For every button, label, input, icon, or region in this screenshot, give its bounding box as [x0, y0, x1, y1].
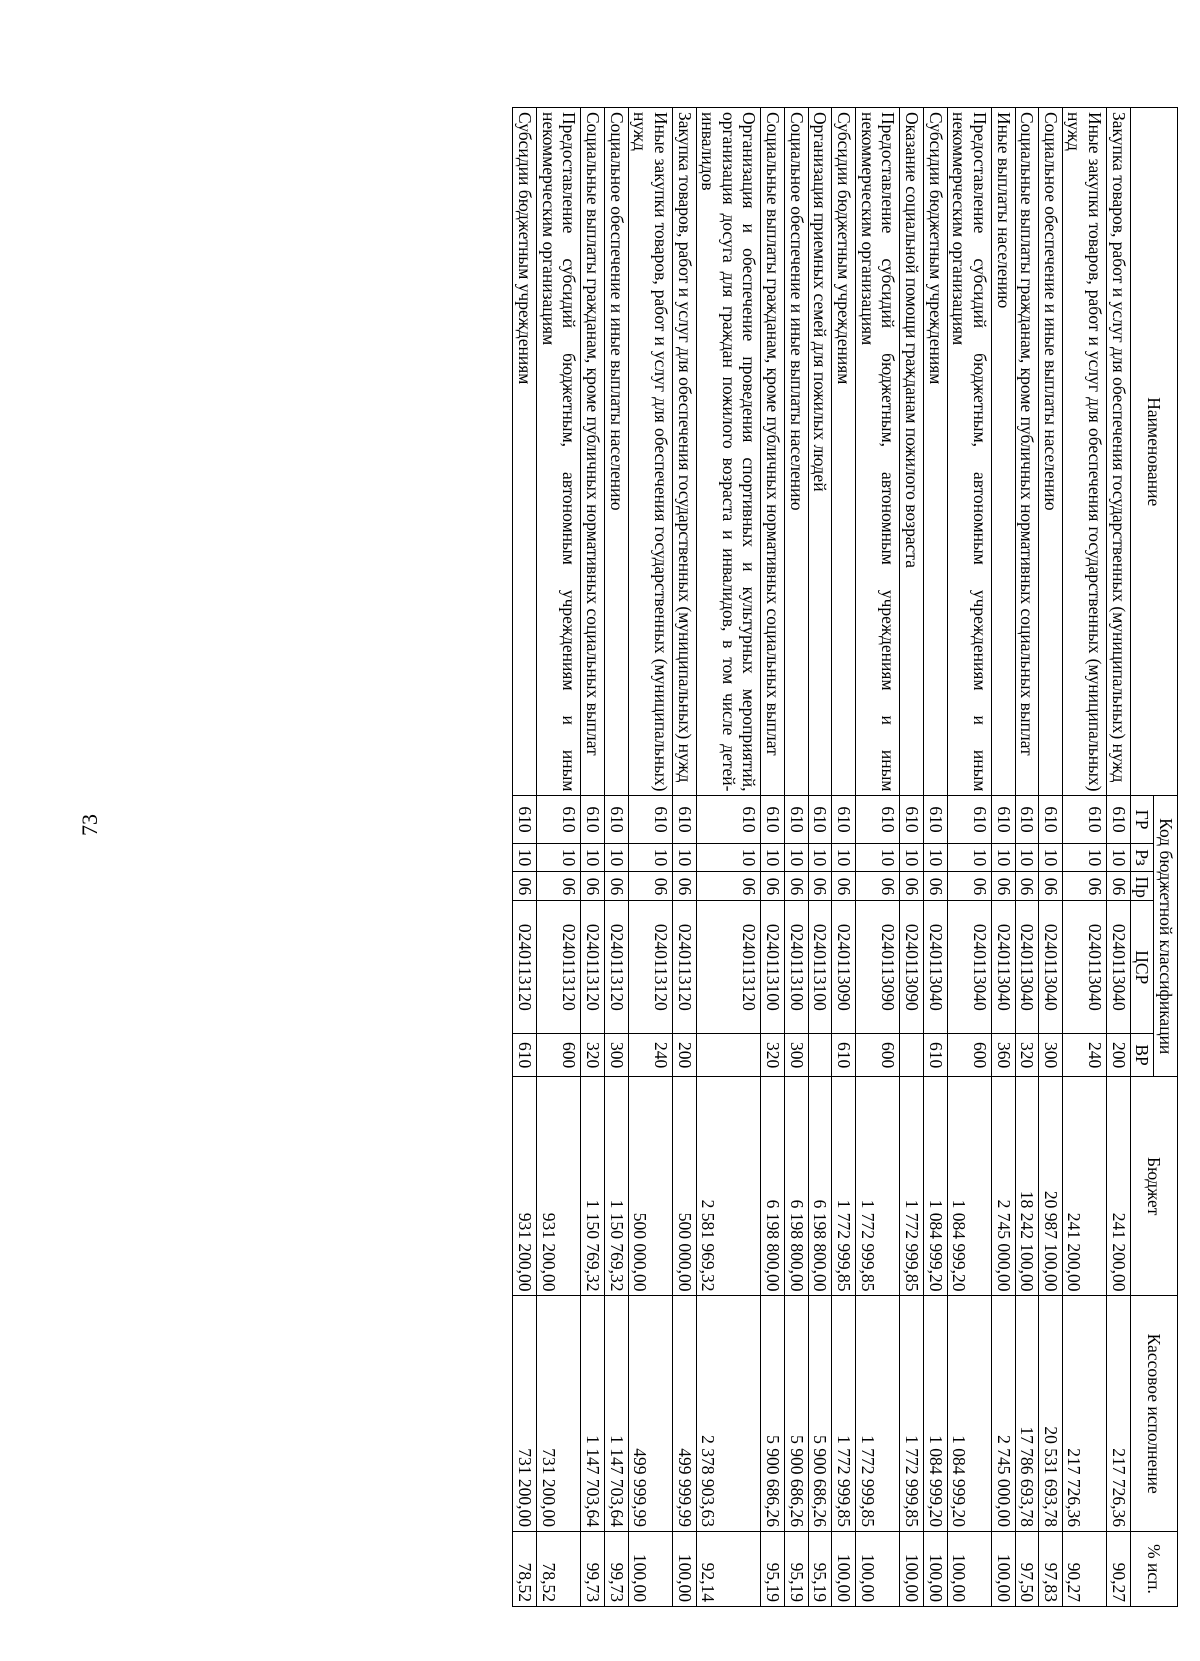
cell-execution: 1 084 999,20: [947, 1296, 991, 1532]
cell-vr: 240: [1062, 1034, 1106, 1077]
table-row: [1015, 108, 1039, 1607]
cell-gr: 610: [761, 796, 785, 843]
cell-budget: 1 772 999,85: [900, 1076, 924, 1295]
cell-percent: 90,27: [1107, 1532, 1131, 1607]
table-row: [1039, 108, 1063, 1607]
cell-pr: 06: [761, 872, 785, 901]
table-row: [1062, 108, 1106, 1607]
cell-budget: 6 198 800,00: [785, 1076, 809, 1295]
cell-pr: 06: [513, 872, 537, 901]
cell-execution: 5 900 686,26: [808, 1296, 832, 1532]
cell-gr: 610: [1062, 796, 1106, 843]
cell-name: Субсидии бюджетным учреждениям: [513, 108, 537, 796]
cell-percent: 78,52: [537, 1532, 581, 1607]
cell-name: Социальные выплаты гражданам, кроме публичных нормативных социальных выплат: [1015, 108, 1039, 796]
cell-execution: 1 772 999,85: [832, 1296, 856, 1532]
cell-budget: 20 987 100,00: [1039, 1076, 1063, 1295]
table-row: [856, 108, 900, 1607]
cell-execution: 1 147 703,64: [581, 1296, 605, 1532]
table-row: [900, 108, 924, 1607]
cell-name: Социальное обеспечение и иные выплаты населению: [604, 108, 628, 796]
cell-gr: 610: [856, 796, 900, 843]
cell-csr: 0240113040: [1015, 901, 1039, 1034]
table-row: [832, 108, 856, 1607]
cell-gr: 610: [628, 796, 672, 843]
cell-budget: 500 000,00: [672, 1076, 696, 1295]
header-pr: Пр: [1130, 872, 1154, 901]
cell-percent: 90,27: [1062, 1532, 1106, 1607]
cell-pr: 06: [900, 872, 924, 901]
cell-rz: 10: [672, 843, 696, 872]
cell-vr: 320: [1015, 1034, 1039, 1077]
cell-budget: 1 772 999,85: [856, 1076, 900, 1295]
cell-rz: 10: [537, 843, 581, 872]
cell-csr: 0240113120: [581, 901, 605, 1034]
cell-percent: 100,00: [856, 1532, 900, 1607]
cell-execution: 731 200,00: [537, 1296, 581, 1532]
cell-pr: 06: [537, 872, 581, 901]
cell-pr: 06: [1062, 872, 1106, 901]
cell-gr: 610: [900, 796, 924, 843]
cell-pr: 06: [856, 872, 900, 901]
cell-name: Закупка товаров, работ и услуг для обеспечения государственных (муниципальных) нужд: [672, 108, 696, 796]
header-gr: ГР: [1130, 796, 1154, 843]
header-percent: % исп.: [1130, 1532, 1177, 1607]
cell-gr: 610: [1039, 796, 1063, 843]
cell-percent: 78,52: [513, 1532, 537, 1607]
cell-gr: 610: [696, 796, 761, 843]
cell-gr: 610: [923, 796, 947, 843]
cell-name: Организация и обеспечение проведения спортивных и культурных мероприятий, организация досуга для граждан пожилого возраста и инвалидов, в том числе детей-инвалидов: [696, 108, 761, 796]
cell-name: Предоставление субсидий бюджетным, автономным учреждениям и иным некоммерческим организациям: [537, 108, 581, 796]
table-row: [947, 108, 991, 1607]
cell-csr: 0240113120: [696, 901, 761, 1034]
cell-percent: 95,19: [785, 1532, 809, 1607]
cell-csr: 0240113040: [1062, 901, 1106, 1034]
cell-rz: 10: [900, 843, 924, 872]
cell-percent: 95,19: [761, 1532, 785, 1607]
cell-rz: 10: [696, 843, 761, 872]
cell-vr: 300: [785, 1034, 809, 1077]
cell-pr: 06: [696, 872, 761, 901]
cell-gr: 610: [947, 796, 991, 843]
cell-rz: 10: [628, 843, 672, 872]
cell-gr: 610: [785, 796, 809, 843]
cell-percent: 100,00: [947, 1532, 991, 1607]
cell-vr: 200: [672, 1034, 696, 1077]
cell-vr: 360: [991, 1034, 1015, 1077]
cell-vr: [696, 1034, 761, 1077]
cell-pr: 06: [581, 872, 605, 901]
cell-budget: 500 000,00: [628, 1076, 672, 1295]
cell-csr: 0240113090: [832, 901, 856, 1034]
header-csr: ЦСР: [1130, 901, 1154, 1034]
cell-vr: 600: [537, 1034, 581, 1077]
cell-vr: 600: [856, 1034, 900, 1077]
table-row: [581, 108, 605, 1607]
cell-rz: 10: [947, 843, 991, 872]
table-row: [923, 108, 947, 1607]
cell-gr: 610: [991, 796, 1015, 843]
cell-name: Социальное обеспечение и иные выплаты населению: [1039, 108, 1063, 796]
cell-pr: 06: [628, 872, 672, 901]
table-row: [628, 108, 672, 1607]
cell-percent: 100,00: [900, 1532, 924, 1607]
cell-budget: 1 772 999,85: [832, 1076, 856, 1295]
cell-pr: 06: [1107, 872, 1131, 901]
cell-pr: 06: [672, 872, 696, 901]
cell-execution: 1 772 999,85: [900, 1296, 924, 1532]
cell-percent: 92,14: [696, 1532, 761, 1607]
cell-csr: 0240113120: [513, 901, 537, 1034]
cell-rz: 10: [1015, 843, 1039, 872]
cell-budget: 1 150 769,32: [581, 1076, 605, 1295]
cell-budget: 18 242 100,00: [1015, 1076, 1039, 1295]
cell-gr: 610: [513, 796, 537, 843]
cell-vr: 610: [513, 1034, 537, 1077]
page-number: 73: [77, 814, 102, 836]
table-header: [1130, 108, 1177, 1607]
cell-rz: 10: [856, 843, 900, 872]
cell-pr: 06: [947, 872, 991, 901]
header-budget: Бюджет: [1130, 1076, 1177, 1295]
cell-budget: 1 084 999,20: [923, 1076, 947, 1295]
header-name: Наименование: [1130, 108, 1177, 796]
budget-table: [512, 107, 1178, 1607]
cell-vr: 240: [628, 1034, 672, 1077]
cell-pr: 06: [808, 872, 832, 901]
table-row: [761, 108, 785, 1607]
cell-name: Иные выплаты населению: [991, 108, 1015, 796]
cell-vr: [808, 1034, 832, 1077]
cell-csr: 0240113090: [856, 901, 900, 1034]
cell-execution: 731 200,00: [513, 1296, 537, 1532]
cell-name: Субсидии бюджетным учреждениям: [923, 108, 947, 796]
cell-vr: 200: [1107, 1034, 1131, 1077]
cell-percent: 99,73: [604, 1532, 628, 1607]
cell-pr: 06: [923, 872, 947, 901]
header-code-group: Код бюджетной классификации: [1154, 796, 1178, 1077]
cell-name: Иные закупки товаров, работ и услуг для обеспечения государственных (муниципальных) нужд: [628, 108, 672, 796]
cell-rz: 10: [832, 843, 856, 872]
cell-csr: 0240113040: [1039, 901, 1063, 1034]
cell-csr: 0240113100: [785, 901, 809, 1034]
cell-name: Предоставление субсидий бюджетным, автономным учреждениям и иным некоммерческим организациям: [947, 108, 991, 796]
cell-rz: 10: [785, 843, 809, 872]
cell-pr: 06: [604, 872, 628, 901]
cell-percent: 100,00: [832, 1532, 856, 1607]
table-row: [537, 108, 581, 1607]
cell-percent: 100,00: [672, 1532, 696, 1607]
cell-vr: 320: [761, 1034, 785, 1077]
cell-gr: 610: [832, 796, 856, 843]
cell-gr: 610: [537, 796, 581, 843]
cell-execution: 5 900 686,26: [761, 1296, 785, 1532]
cell-rz: 10: [513, 843, 537, 872]
cell-gr: 610: [604, 796, 628, 843]
cell-gr: 610: [581, 796, 605, 843]
table-row: [808, 108, 832, 1607]
cell-csr: 0240113120: [537, 901, 581, 1034]
cell-rz: 10: [761, 843, 785, 872]
cell-gr: 610: [1107, 796, 1131, 843]
table-row: [672, 108, 696, 1607]
cell-budget: 1 084 999,20: [947, 1076, 991, 1295]
cell-execution: 217 726,36: [1107, 1296, 1131, 1532]
cell-budget: 241 200,00: [1107, 1076, 1131, 1295]
cell-pr: 06: [785, 872, 809, 901]
cell-csr: 0240113090: [900, 901, 924, 1034]
cell-rz: 10: [808, 843, 832, 872]
cell-pr: 06: [1015, 872, 1039, 901]
cell-percent: 95,19: [808, 1532, 832, 1607]
cell-name: Субсидии бюджетным учреждениям: [832, 108, 856, 796]
cell-execution: 499 999,99: [628, 1296, 672, 1532]
cell-vr: 320: [581, 1034, 605, 1077]
cell-rz: 10: [604, 843, 628, 872]
cell-execution: 2 745 000,00: [991, 1296, 1015, 1532]
cell-budget: 2 745 000,00: [991, 1076, 1015, 1295]
header-rz: Рз: [1130, 843, 1154, 872]
cell-csr: 0240113100: [808, 901, 832, 1034]
cell-csr: 0240113040: [923, 901, 947, 1034]
cell-budget: 1 150 769,32: [604, 1076, 628, 1295]
cell-rz: 10: [1039, 843, 1063, 872]
rotated-table-container: [118, 107, 1178, 1607]
header-vr: ВР: [1130, 1034, 1154, 1077]
cell-execution: 1 147 703,64: [604, 1296, 628, 1532]
table-row: [513, 108, 537, 1607]
cell-csr: 0240113120: [604, 901, 628, 1034]
cell-pr: 06: [1039, 872, 1063, 901]
cell-rz: 10: [923, 843, 947, 872]
cell-vr: 610: [832, 1034, 856, 1077]
table-row: [785, 108, 809, 1607]
table-row: [1107, 108, 1131, 1607]
cell-vr: 300: [604, 1034, 628, 1077]
cell-percent: 99,73: [581, 1532, 605, 1607]
cell-rz: 10: [1107, 843, 1131, 872]
table-row: [991, 108, 1015, 1607]
cell-rz: 10: [581, 843, 605, 872]
header-execution: Кассовое исполнение: [1130, 1296, 1177, 1532]
table-body: [513, 108, 1130, 1607]
cell-csr: 0240113040: [947, 901, 991, 1034]
cell-execution: 20 531 693,78: [1039, 1296, 1063, 1532]
cell-csr: 0240113120: [628, 901, 672, 1034]
cell-budget: 2 581 969,32: [696, 1076, 761, 1295]
cell-vr: 610: [923, 1034, 947, 1077]
cell-rz: 10: [1062, 843, 1106, 872]
table-row: [696, 108, 761, 1607]
cell-name: Социальные выплаты гражданам, кроме публичных нормативных социальных выплат: [581, 108, 605, 796]
cell-csr: 0240113040: [1107, 901, 1131, 1034]
cell-budget: 241 200,00: [1062, 1076, 1106, 1295]
cell-percent: 100,00: [628, 1532, 672, 1607]
cell-execution: 217 726,36: [1062, 1296, 1106, 1532]
cell-execution: 499 999,99: [672, 1296, 696, 1532]
cell-pr: 06: [832, 872, 856, 901]
cell-budget: 931 200,00: [537, 1076, 581, 1295]
cell-percent: 100,00: [923, 1532, 947, 1607]
cell-name: Иные закупки товаров, работ и услуг для обеспечения государственных (муниципальных) нужд: [1062, 108, 1106, 796]
cell-csr: 0240113100: [761, 901, 785, 1034]
cell-percent: 100,00: [991, 1532, 1015, 1607]
cell-execution: 1 084 999,20: [923, 1296, 947, 1532]
cell-name: Организация приемных семей для пожилых людей: [808, 108, 832, 796]
cell-gr: 610: [1015, 796, 1039, 843]
cell-execution: 17 786 693,78: [1015, 1296, 1039, 1532]
cell-budget: 6 198 800,00: [761, 1076, 785, 1295]
cell-vr: [900, 1034, 924, 1077]
cell-name: Социальное обеспечение и иные выплаты населению: [785, 108, 809, 796]
cell-execution: 1 772 999,85: [856, 1296, 900, 1532]
cell-vr: 600: [947, 1034, 991, 1077]
cell-csr: 0240113040: [991, 901, 1015, 1034]
cell-budget: 6 198 800,00: [808, 1076, 832, 1295]
cell-name: Предоставление субсидий бюджетным, автономным учреждениям и иным некоммерческим организациям: [856, 108, 900, 796]
cell-execution: 2 378 903,63: [696, 1296, 761, 1532]
cell-name: Социальные выплаты гражданам, кроме публичных нормативных социальных выплат: [761, 108, 785, 796]
cell-percent: 97,83: [1039, 1532, 1063, 1607]
cell-execution: 5 900 686,26: [785, 1296, 809, 1532]
cell-pr: 06: [991, 872, 1015, 901]
cell-gr: 610: [672, 796, 696, 843]
cell-vr: 300: [1039, 1034, 1063, 1077]
cell-name: Закупка товаров, работ и услуг для обеспечения государственных (муниципальных) нужд: [1107, 108, 1131, 796]
cell-name: Оказание социальной помощи гражданам пожилого возраста: [900, 108, 924, 796]
cell-budget: 931 200,00: [513, 1076, 537, 1295]
cell-gr: 610: [808, 796, 832, 843]
cell-csr: 0240113120: [672, 901, 696, 1034]
table-row: [604, 108, 628, 1607]
cell-rz: 10: [991, 843, 1015, 872]
cell-percent: 97,50: [1015, 1532, 1039, 1607]
